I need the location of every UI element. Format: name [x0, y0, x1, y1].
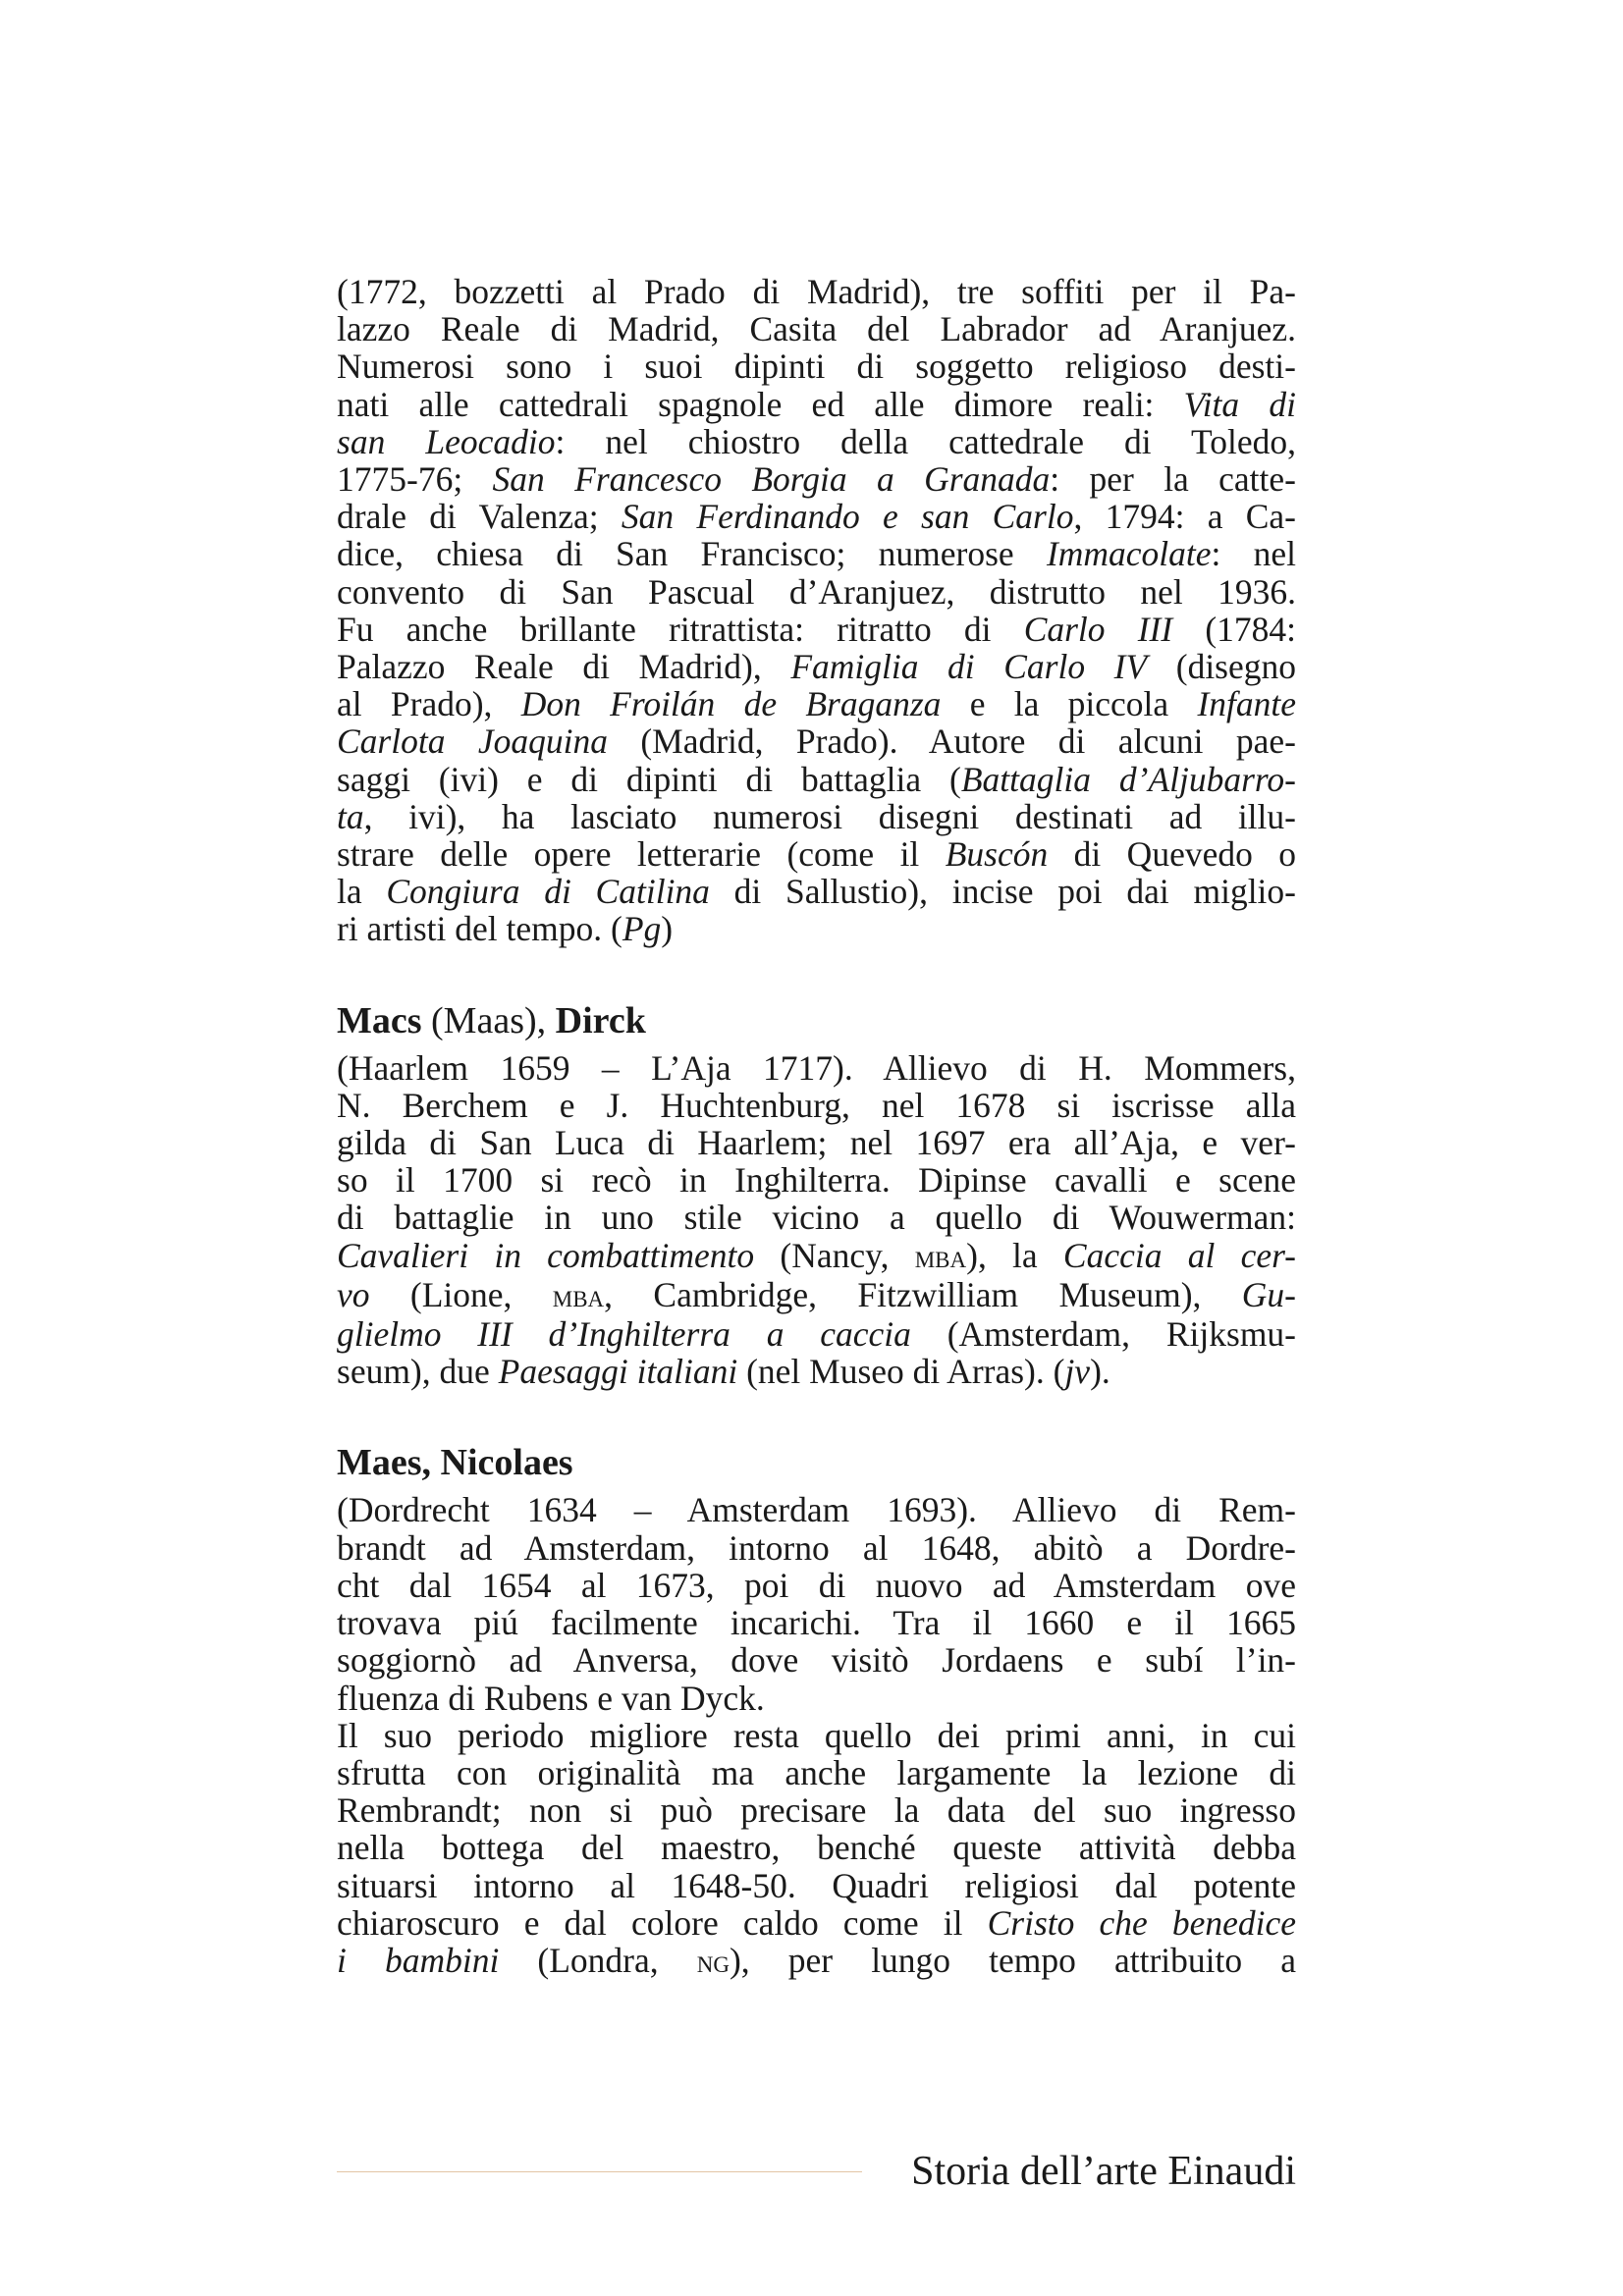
text-line: san Leocadio: nel chiostro della cattedrale di Toledo,	[337, 421, 1296, 461]
entry-heading: Macs (Maas), Dirck	[337, 999, 646, 1041]
text-line: convento di San Pascual d’Aranjuez, distrutto nel 1936.	[337, 571, 1296, 612]
text-line: glielmo III d’Inghilterra a caccia (Amsterdam, Rijksmu-	[337, 1314, 1297, 1355]
text-line: Palazzo Reale di Madrid), Famiglia di Carlo IV (disegno	[337, 647, 1297, 687]
entry-maas	[337, 1000, 1296, 1391]
text-line: Carlota Joaquina (Madrid, Prado). Autore di alcuni pae-	[337, 721, 1296, 762]
artwork-title: Caccia al cer-	[1062, 1235, 1297, 1275]
text-line: brandt ad Amsterdam, intorno al 1648, abitò a Dordre-	[337, 1527, 1296, 1568]
artwork-title: Battaglia d’Aljubarro-	[960, 759, 1296, 799]
text-line: i bambini (Londra, ng), per lungo tempo attribuito a	[337, 1940, 1296, 1980]
text-line: al Prado), Don Froilán de Braganza e la piccola Infante	[337, 684, 1297, 724]
artwork-title: Congiura di Catilina	[386, 872, 710, 912]
text-line: Il suo periodo migliore resta quello dei primi anni, in cui	[337, 1715, 1296, 1755]
text-line: Fu anche brillante ritrattista: ritratto di Carlo III (1784:	[337, 609, 1297, 649]
text-line: trovava piú facilmente incarichi. Tra il 1660 e il 1665	[337, 1603, 1296, 1643]
artwork-title: Paesaggi italiani	[498, 1352, 738, 1392]
museum-abbrev: mba	[552, 1278, 605, 1314]
text-line: nati alle cattedrali spagnole ed alle dimore reali: Vita di	[337, 384, 1296, 424]
author-initials: Pg	[622, 909, 662, 949]
text-line: seum), due Paesaggi italiani (nel Museo di Arras). (jv).	[337, 1352, 1110, 1392]
artwork-title: ta	[337, 796, 364, 836]
artwork-title: Cristo che benedice	[987, 1902, 1296, 1943]
artwork-title: Carlota Joaquina	[337, 721, 608, 762]
text-line: sfrutta con originalità ma anche largamente la lezione di	[337, 1752, 1296, 1792]
text-line: Rembrandt; non si può precisare la data del suo ingresso	[337, 1790, 1296, 1831]
artwork-title: glielmo III d’Inghilterra a caccia	[337, 1314, 911, 1355]
text-line: lazzo Reale di Madrid, Casita del Labrador ad Aranjuez.	[337, 309, 1296, 349]
text-line: drale di Valenza; San Ferdinando e san Carlo, 1794: a Ca-	[337, 497, 1296, 537]
page-footer	[337, 2147, 1296, 2196]
text-line: ta, ivi), ha lasciato numerosi disegni destinati ad illu-	[337, 796, 1296, 836]
artwork-title: San Ferdinando e san Carlo	[621, 497, 1074, 537]
artwork-title: Buscón	[945, 834, 1049, 875]
entry-maes	[337, 1442, 1296, 1981]
text-line: (1772, bozzetti al Prado di Madrid), tre soffiti per il Pa-	[337, 272, 1296, 311]
text-line: saggi (ivi) e di dipinti di battaglia (Battaglia d’Aljubarro-	[337, 759, 1296, 799]
entry-continuation	[337, 273, 1296, 948]
text-line: vo (Lione, mba, Cambridge, Fitzwilliam Museum), Gu-	[337, 1274, 1296, 1314]
text-line: 1775-76; San Francesco Borgia a Granada: per la catte-	[337, 459, 1296, 500]
artwork-title: Cavalieri in combattimento	[337, 1235, 755, 1275]
text-line: (Dordrecht 1634 – Amsterdam 1693). Allievo di Rem-	[337, 1490, 1296, 1530]
text-line: strare delle opere letterarie (come il Buscón di Quevedo o	[337, 834, 1296, 875]
text-line: Numerosi sono i suoi dipinti di soggetto religioso desti-	[337, 347, 1296, 387]
text-line: so il 1700 si recò in Inghilterra. Dipinse cavalli e scene	[337, 1160, 1296, 1201]
text-line: nella bottega del maestro, benché queste attività debba	[337, 1828, 1296, 1868]
spacer	[337, 948, 1296, 1000]
text-line: (Haarlem 1659 – L’Aja 1717). Allievo di H. Mommers,	[337, 1047, 1296, 1088]
artwork-title: san Leocadio	[337, 421, 556, 461]
museum-abbrev: ng	[696, 1944, 730, 1980]
artwork-title: Vita di	[1183, 384, 1296, 424]
spacer	[337, 1390, 1296, 1442]
text-line: situarsi intorno al 1648-50. Quadri religiosi dal potente	[337, 1865, 1296, 1905]
text-line: gilda di San Luca di Haarlem; nel 1697 era all’Aja, e ver-	[337, 1123, 1296, 1163]
artwork-title: Infante	[1197, 684, 1297, 724]
text-line: ri artisti del tempo. (Pg)	[337, 909, 674, 949]
artwork-title: Famiglia di Carlo IV	[790, 647, 1148, 687]
artwork-title: Don Froilán de Braganza	[520, 684, 942, 724]
author-initials: jv	[1064, 1352, 1091, 1392]
text-line: soggiornò ad Anversa, dove visitò Jordaens e subí l’in-	[337, 1640, 1296, 1681]
text-line: N. Berchem e J. Huchtenburg, nel 1678 si iscrisse alla	[337, 1085, 1296, 1125]
artwork-title: Immacolate	[1046, 534, 1212, 574]
artwork-title: Carlo III	[1023, 609, 1173, 649]
text-line: Cavalieri in combattimento (Nancy, mba), la Caccia al cer-	[337, 1235, 1297, 1275]
artwork-title: vo	[337, 1274, 370, 1314]
publication-title: Storia dell’arte Einaudi	[911, 2149, 1296, 2194]
text-line: dice, chiesa di San Francisco; numerose Immacolate: nel	[337, 534, 1297, 574]
artwork-title: i bambini	[337, 1940, 500, 1980]
artwork-title: San Francesco Borgia a Granada	[492, 459, 1051, 500]
entry-heading: Maes, Nicolaes	[337, 1442, 573, 1484]
text-line: di battaglie in uno stile vicino a quello di Wouwerman:	[337, 1198, 1296, 1238]
text-line: la Congiura di Catilina di Sallustio), incise poi dai miglio-	[337, 872, 1296, 912]
text-line: chiaroscuro e dal colore caldo come il Cristo che benedice	[337, 1902, 1296, 1943]
text-line: fluenza di Rubens e van Dyck.	[337, 1678, 765, 1718]
main-text-column	[337, 273, 1296, 1981]
footer-rule	[337, 2171, 862, 2172]
text-line: cht dal 1654 al 1673, poi di nuovo ad Amsterdam ove	[337, 1565, 1296, 1605]
artwork-title: Gu-	[1241, 1274, 1296, 1314]
museum-abbrev: mba	[914, 1239, 967, 1275]
